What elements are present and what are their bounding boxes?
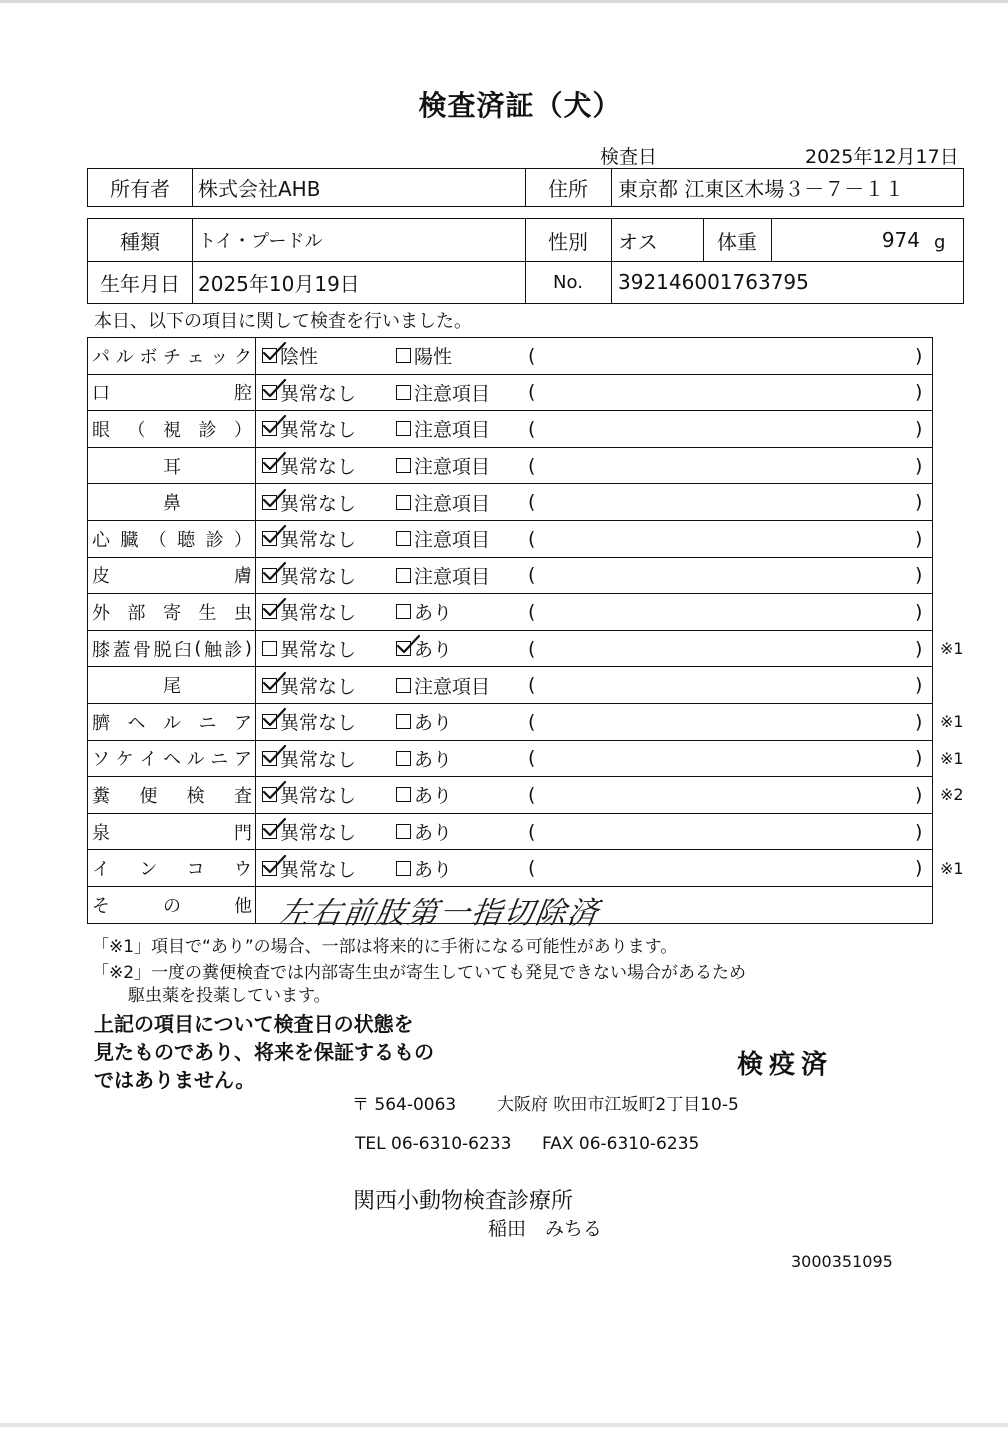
owner-box (87, 168, 964, 207)
option-label: 異常なし (280, 419, 357, 442)
checkbox (262, 568, 277, 583)
document-number: 3000351095 (791, 1252, 893, 1271)
inspection-row (88, 850, 964, 887)
handwritten-check-icon (261, 707, 287, 729)
handwritten-check-icon (261, 414, 287, 436)
normal-option (262, 484, 356, 520)
footnote-marker: ※1 (940, 858, 964, 878)
finding-option (396, 814, 452, 850)
inspection-item-name: ソ ケ イ ヘ ル ニ ア (88, 741, 256, 777)
sex-value: オス (618, 229, 658, 254)
checkbox (396, 787, 411, 802)
remark-paren-close: ) (915, 747, 923, 770)
clinic-address: 大阪府 吹田市江坂町2丁目10-5 (497, 1095, 739, 1115)
other-label: そ の 他 (88, 887, 256, 923)
microchip-label: No. (553, 271, 583, 293)
remark-paren-open: ( (528, 454, 536, 477)
footnote-2-line1: 「※2」一度の糞便検査では内部寄生虫が寄生していても発見できない場合があるため (92, 963, 747, 983)
remark-paren-open: ( (528, 637, 536, 660)
remark-paren-close: ) (915, 783, 923, 806)
option-label: 異常なし (280, 456, 357, 479)
scan-top-edge (0, 0, 1008, 3)
inspection-item-name: 皮 膚 (88, 558, 256, 594)
remark-paren-open: ( (528, 674, 536, 697)
option-label: あり (414, 822, 453, 845)
checkbox (396, 495, 411, 510)
option-label: 注意項目 (414, 529, 491, 552)
option-label: 注意項目 (414, 382, 491, 405)
normal-option (262, 777, 356, 813)
option-label: 陰性 (280, 346, 319, 369)
inspection-item-name: 鼻 (88, 484, 256, 520)
normal-option (262, 338, 318, 374)
checkbox (396, 421, 411, 436)
remark-paren-open: ( (528, 381, 536, 404)
finding-option (396, 631, 452, 667)
address-label: 住所 (548, 177, 588, 201)
remark-paren-close: ) (915, 674, 923, 697)
finding-option (396, 741, 452, 777)
normal-option (262, 631, 356, 667)
other-row (88, 887, 932, 931)
footnote-marker: ※1 (940, 712, 964, 732)
checkbox (396, 348, 411, 363)
option-label: あり (414, 748, 453, 771)
inspection-item-name: 臍 ヘ ル ニ ア (88, 704, 256, 740)
handwritten-remark: 左右前肢第一指切除済 (277, 895, 602, 931)
clinic-name: 関西小動物検査診療所 (353, 1189, 574, 1214)
remark-paren-open: ( (528, 783, 536, 806)
remark-paren-close: ) (915, 491, 923, 514)
inspection-row (88, 814, 932, 851)
finding-option (396, 558, 490, 594)
footnote-marker: ※1 (940, 748, 964, 768)
normal-option (262, 411, 356, 447)
footnote-marker: ※1 (940, 639, 964, 659)
finding-option (396, 411, 490, 447)
checkbox (262, 751, 277, 766)
handwritten-check-icon (261, 524, 287, 546)
inspection-date-label: 検査日 (600, 146, 658, 168)
inspection-table (87, 337, 964, 931)
normal-option (262, 375, 356, 411)
normal-option (262, 448, 356, 484)
checkbox (262, 787, 277, 802)
remark-paren-close: ) (915, 637, 923, 660)
dob-value: 2025年10月19日 (198, 271, 360, 296)
remark-paren-close: ) (915, 820, 923, 843)
checkbox (396, 531, 411, 546)
inspection-item-name: 心 臓 （ 聴 診 ） (88, 521, 256, 557)
checkbox (262, 385, 277, 400)
remark-paren-close: ) (915, 527, 923, 550)
option-label: 異常なし (280, 785, 357, 808)
remark-paren-open: ( (528, 747, 536, 770)
dob-label: 生年月日 (100, 271, 180, 296)
inspection-row (88, 448, 932, 485)
remark-paren-open: ( (528, 820, 536, 843)
handwritten-check-icon (261, 817, 287, 839)
checkbox (396, 678, 411, 693)
handwritten-check-icon (261, 451, 287, 473)
finding-option (396, 704, 452, 740)
normal-option (262, 814, 356, 850)
option-label: 異常なし (280, 565, 357, 588)
finding-option (396, 850, 452, 886)
option-label: 異常なし (280, 712, 357, 735)
clinic-postal: 〒 564-0063 (352, 1095, 457, 1115)
inspection-item-name: 外 部 寄 生 虫 (88, 594, 256, 630)
breed-value: トイ・プードル (198, 231, 323, 252)
option-label: あり (414, 712, 453, 735)
handwritten-check-icon (261, 378, 287, 400)
inspection-item-name: 泉 門 (88, 814, 256, 850)
disclaimer-line1: 上記の項目について検査日の状態を (94, 1012, 414, 1036)
checkbox (396, 861, 411, 876)
remark-paren-close: ) (915, 564, 923, 587)
finding-option (396, 521, 490, 557)
option-label: 異常なし (280, 748, 357, 771)
inspection-row (88, 631, 964, 668)
inspection-item-name: 眼 （ 視 診 ） (88, 411, 256, 447)
finding-option (396, 484, 490, 520)
option-label: 異常なし (280, 858, 357, 881)
normal-option (262, 741, 356, 777)
checkbox (262, 678, 277, 693)
option-label: 異常なし (280, 822, 357, 845)
finding-option (396, 777, 452, 813)
normal-option (262, 594, 356, 630)
checkbox (396, 714, 411, 729)
inspection-date: 2025年12月17日 (805, 146, 959, 168)
checkbox (396, 751, 411, 766)
quarantine-stamp: 検疫済 (737, 1050, 834, 1080)
checkbox (396, 568, 411, 583)
inspection-row (88, 741, 964, 778)
clinic-tel: TEL 06-6310-6233 (355, 1134, 512, 1154)
remark-paren-close: ) (915, 454, 923, 477)
clinic-fax: FAX 06-6310-6235 (542, 1134, 700, 1154)
checkbox (262, 604, 277, 619)
inspection-row (88, 338, 932, 375)
remark-paren-close: ) (915, 857, 923, 880)
scan-bottom-edge (0, 1423, 1008, 1427)
inspection-row (88, 411, 932, 448)
checkbox (262, 824, 277, 839)
inspection-row (88, 558, 932, 595)
owner-value: 株式会社AHB (198, 177, 321, 201)
checkbox (396, 385, 411, 400)
normal-option (262, 667, 356, 703)
option-label: 異常なし (280, 675, 357, 698)
finding-option (396, 594, 452, 630)
remark-paren-open: ( (528, 417, 536, 440)
sex-label: 性別 (548, 229, 588, 254)
option-label: 異常なし (280, 529, 357, 552)
handwritten-check-icon (261, 341, 287, 363)
remark-paren-open: ( (528, 710, 536, 733)
handwritten-check-icon (395, 634, 421, 656)
inspection-item-name: 糞 便 検 査 (88, 777, 256, 813)
inspection-row (88, 704, 964, 741)
breed-label: 種類 (120, 229, 160, 254)
normal-option (262, 850, 356, 886)
checkbox (396, 458, 411, 473)
inspection-item-name: 膝 蓋 骨 脱 臼 ( 触 診 ) (88, 631, 256, 667)
remark-paren-open: ( (528, 600, 536, 623)
inspection-item-name: 耳 (88, 448, 256, 484)
footnote-1: 「※1」項目で“あり”の場合、一部は将来的に手術になる可能性があります。 (92, 937, 678, 957)
inspection-item-name: パ ル ボ チ ェ ッ ク (88, 338, 256, 374)
option-label: 異常なし (280, 639, 357, 662)
weight-label: 体重 (717, 229, 757, 254)
inspection-row (88, 594, 932, 631)
remark-paren-close: ) (915, 710, 923, 733)
checkbox (262, 531, 277, 546)
inspection-item-name: 尾 (88, 667, 256, 703)
finding-option (396, 448, 490, 484)
option-label: 異常なし (280, 382, 357, 405)
remark-paren-close: ) (915, 600, 923, 623)
normal-option (262, 558, 356, 594)
option-label: 注意項目 (414, 492, 491, 515)
checkbox (262, 458, 277, 473)
handwritten-check-icon (261, 671, 287, 693)
handwritten-check-icon (261, 744, 287, 766)
inspection-item-name: 口 腔 (88, 375, 256, 411)
inspection-item-name: イ ン コ ウ (88, 850, 256, 886)
checkbox (396, 604, 411, 619)
remark-paren-open: ( (528, 857, 536, 880)
option-label: あり (414, 602, 453, 625)
option-label: 注意項目 (414, 675, 491, 698)
checkbox (262, 641, 277, 656)
inspection-row (88, 375, 932, 412)
disclaimer-line2: 見たものであり、将来を保証するもの (94, 1040, 434, 1064)
remark-paren-close: ) (915, 344, 923, 367)
address-value: 東京都 江東区木場３－７－１１ (618, 177, 905, 201)
animal-box (87, 218, 964, 304)
option-label: 陽性 (414, 346, 453, 369)
weight-value: 974 (881, 228, 920, 252)
inspection-row (88, 521, 932, 558)
finding-option (396, 375, 490, 411)
remark-paren-open: ( (528, 564, 536, 587)
inspection-row (88, 777, 964, 814)
handwritten-check-icon (261, 561, 287, 583)
remark-paren-open: ( (528, 344, 536, 367)
checkbox (262, 714, 277, 729)
checkbox (262, 421, 277, 436)
option-label: 異常なし (280, 492, 357, 515)
document-title: 検査済証（犬） (418, 89, 622, 122)
checkbox (262, 861, 277, 876)
handwritten-check-icon (261, 488, 287, 510)
remark-paren-open: ( (528, 527, 536, 550)
handwritten-check-icon (261, 597, 287, 619)
normal-option (262, 704, 356, 740)
remark-paren-close: ) (915, 381, 923, 404)
option-label: あり (414, 785, 453, 808)
footnote-2-line2: 駆虫薬を投薬しています。 (128, 986, 331, 1006)
remark-paren-open: ( (528, 491, 536, 514)
option-label: あり (414, 639, 453, 662)
option-label: 注意項目 (414, 419, 491, 442)
inspection-row (88, 667, 932, 704)
checkbox (262, 495, 277, 510)
veterinarian-name: 稲田 みちる (488, 1218, 603, 1240)
finding-option (396, 338, 452, 374)
disclaimer-line3: ではありません。 (94, 1068, 256, 1092)
handwritten-check-icon (261, 854, 287, 876)
option-label: 注意項目 (414, 565, 491, 588)
intro-text: 本日、以下の項目に関して検査を行いました。 (94, 311, 472, 332)
option-label: 注意項目 (414, 456, 491, 479)
option-label: あり (414, 858, 453, 881)
option-label: 異常なし (280, 602, 357, 625)
checkbox (396, 641, 411, 656)
finding-option (396, 667, 490, 703)
footnote-marker: ※2 (940, 785, 964, 805)
microchip-value: 392146001763795 (618, 270, 809, 294)
checkbox (262, 348, 277, 363)
normal-option (262, 521, 356, 557)
handwritten-check-icon (261, 780, 287, 802)
remark-paren-close: ) (915, 417, 923, 440)
owner-label: 所有者 (110, 177, 170, 201)
checkbox (396, 824, 411, 839)
weight-unit: g (934, 231, 946, 253)
inspection-row (88, 484, 932, 521)
